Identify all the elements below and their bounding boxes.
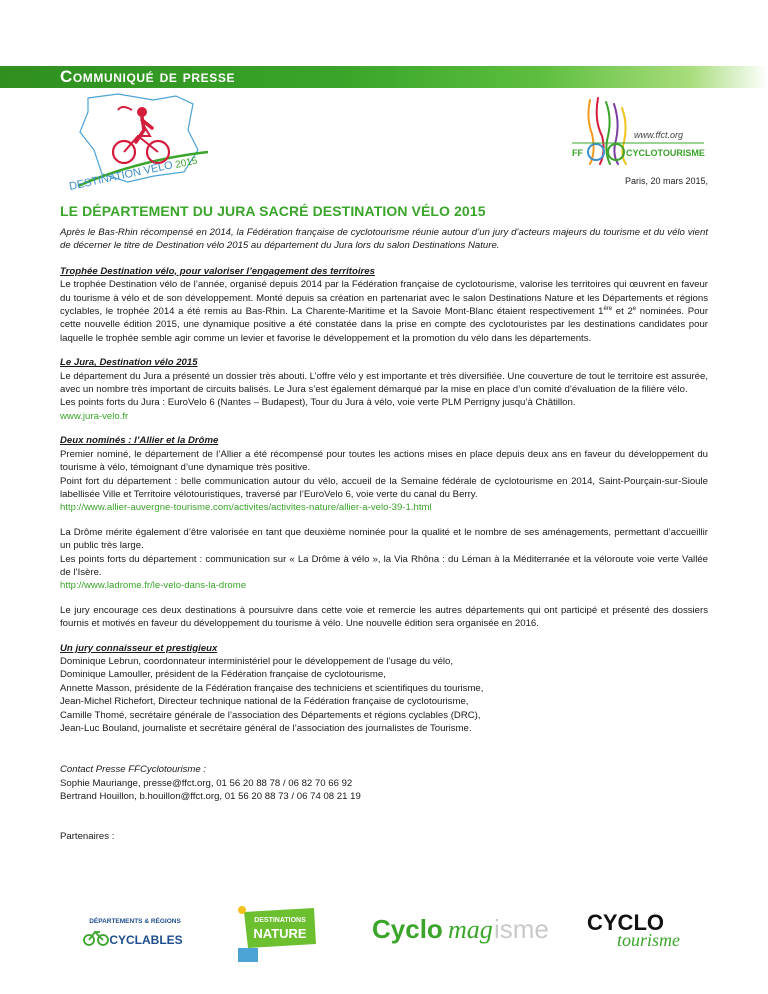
drome-points: Les points forts du département : communication sur « La Drôme à vélo », la Via Rhôna : du Léman à la Méditerranée et la véloroute voie verte Vallée de l’Isère.	[60, 553, 708, 578]
press-date: Paris, 20 mars 2015,	[624, 176, 708, 186]
partners-label: Partenaires :	[60, 830, 115, 842]
allier-point: Point fort du département : belle communication autour du vélo, accueil de la Semaine fédérale de cyclotourisme en 2014, Saint-Pourçain-sur-Sioule labellisée Ville et Territoire vélotouristiques, traversé par l’EuroVelo 6, voie verte du canal du Berry.	[60, 475, 708, 500]
cyclist-icon	[113, 107, 169, 163]
jury-member: Annette Masson, présidente de la Fédération française des techniciens et scientifiques du tourisme,	[60, 682, 484, 694]
section-trophee	[60, 265, 708, 345]
contact-title: Contact Presse FFCyclotourisme :	[60, 764, 207, 776]
drc-line1: DÉPARTEMENTS & RÉGIONS	[89, 918, 181, 925]
ffct-ff: FF	[572, 148, 583, 158]
partners-logos	[60, 900, 720, 970]
bicycle-icon	[84, 932, 108, 945]
section-nomines	[60, 434, 708, 630]
jury-member: Jean-Michel Richefort, Directeur technique national de la Fédération française de cyclotourisme,	[60, 696, 469, 708]
jury-encourage-text: Le jury encourage ces deux destinations à poursuivre dans cette voie et remercie les autres départements qui ont participé et présenté des dossiers fournis et motivés en faveur du développement du tourisme à vélo. Une nouvelle édition sera organisée en 2016.	[60, 604, 708, 630]
ffct-logo	[568, 90, 708, 168]
jury-member: Camille Thomé, secrétaire générale de l’association des Départements et régions cyclables (DRC),	[60, 709, 481, 721]
press-contact	[60, 763, 708, 803]
cyclo-part2: tourisme	[617, 930, 680, 950]
contact-line: Sophie Mauriange, presse@ffct.org, 01 56 20 88 78 / 06 82 70 66 92	[60, 777, 353, 789]
destination-velo-logo	[58, 90, 258, 198]
jura-velo-link[interactable]: www.jura-velo.fr	[60, 410, 129, 422]
ffct-url: www.ffct.org	[634, 130, 684, 140]
drc-line2: CYCLABLES	[109, 933, 183, 947]
allier-text: Premier nominé, le département de l’Allier a été récompensé pour toutes les actions mises en place depuis deux ans en faveur du développement du tourisme à vélo, témoignant d’une dynamique très positive.	[60, 448, 708, 474]
section-jura-text: Le département du Jura a présenté un dossier très abouti. L’offre vélo y est importante et très diversifiée. Une couverture de tout le territoire est assurée, avec un nombre très important de circuits balisés. Le Jura s’est également démarqué par la mise en place d’un comité d’évaluation de la filière vélo.	[60, 370, 708, 396]
jury-member: Dominique Lamouller, président de la Fédération française de cyclotourisme,	[60, 669, 386, 681]
destinations-nature-logo	[230, 904, 320, 966]
contact-line: Bertrand Houillon, b.houillon@ffct.org, 01 56 20 88 73 / 06 74 08 21 19	[60, 791, 361, 803]
cyclomag-logo	[370, 910, 550, 946]
section-trophee-text: Le trophée Destination vélo de l’année, organisé depuis 2014 par la Fédération française de cyclotourisme, valorise les territoires qui œuvrent en faveur du tourisme à vélo et de son développement. Monté depuis sa création en partenariat avec le salon Destinations Nature et les Départements et régions cyclables, le trophée 2014 a été remis au Bas-Rhin. La Charente-Maritime et la Savoie Mont-Blanc étaient respectivement 1ère et 2e nominées. Pour cette nouvelle édition 2015, une dynamique positive a été constatée dans la prise en compte des cyclotouristes par les destinations candidates pour laquelle le trophée semble agir comme un levier et favorise le développement et la promotion du vélo dans les départements.	[60, 279, 709, 344]
press-title: LE DÉPARTEMENT DU JURA SACRÉ DESTINATION VÉLO 2015	[60, 203, 486, 219]
cyclists-group-icon	[588, 98, 626, 164]
intro-paragraph: Après le Bas-Rhin récompensé en 2014, la Fédération française de cyclotourisme réunie autour d’un jury d’acteurs majeurs du tourisme et du vélo vient de décerner le titre de Destination vélo 2015 au département du Jura lors du salon Destinations Nature.	[60, 227, 708, 252]
nature-line2: NATURE	[253, 926, 307, 941]
section-jura	[60, 356, 708, 423]
press-body	[60, 226, 708, 843]
header-title: Communiqué de presse	[60, 67, 236, 86]
mag-part1: Cyclo	[372, 914, 443, 944]
section-nomines-title: Deux nominés : l’Allier et la Drôme	[60, 435, 219, 447]
drome-text: La Drôme mérite également d’être valorisée en tant que deuxième nominée pour la qualité et le nombre de ses aménagements, permettant d’accueillir un public très large.	[60, 526, 708, 552]
destination-velo-text: DESTINATION VÉLO	[68, 159, 174, 193]
allier-link[interactable]: http://www.allier-auvergne-tourisme.com/activites/activites-nature/allier-a-velo-39-1.html	[60, 502, 432, 514]
section-jura-title: Le Jura, Destination vélo 2015	[60, 357, 198, 369]
section-jury	[60, 642, 708, 736]
sun-icon	[238, 906, 246, 914]
jury-member: Jean-Luc Bouland, journaliste et secrétaire général de l’association des journalistes de Tourisme.	[60, 723, 472, 734]
mag-part2: mag	[448, 915, 493, 944]
drc-logo	[80, 914, 190, 950]
section-trophee-title: Trophée Destination vélo, pour valoriser l’engagement des territoires	[60, 265, 375, 277]
destination-velo-year: 2015	[174, 155, 199, 171]
jury-member: Dominique Lebrun, coordonnateur interministériel pour le développement de l’usage du vélo,	[60, 655, 454, 667]
ffct-name: CYCLOTOURISME	[626, 148, 705, 158]
mag-part3: isme	[494, 914, 549, 944]
drome-link[interactable]: http://www.ladrome.fr/le-velo-dans-la-drome	[60, 580, 247, 592]
cyclotourisme-logo	[585, 906, 710, 954]
cyclo-part1: CYCLO	[587, 910, 664, 935]
nature-line1: DESTINATIONS	[254, 917, 306, 924]
section-jura-points: Les points forts du Jura : EuroVelo 6 (Nantes – Budapest), Tour du Jura à vélo, voie verte PLM Perrigny jusqu’à Châtillon.	[60, 397, 576, 409]
section-jury-title: Un jury connaisseur et prestigieux	[60, 642, 218, 654]
